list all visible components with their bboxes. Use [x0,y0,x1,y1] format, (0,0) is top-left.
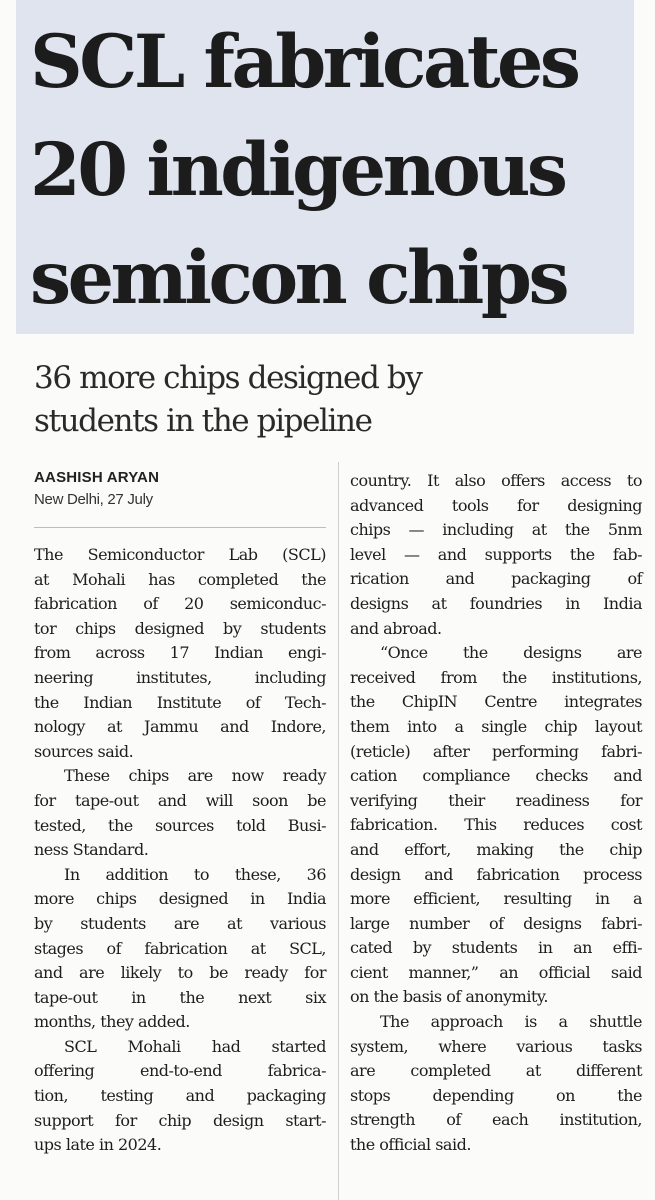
headline-line: 20 indigenous [30,127,565,213]
subheadline-line: 36 more chips designed by [34,360,422,396]
body-line: large number of designs fabri- [350,913,642,933]
body-line: and effort, making the chip [350,839,642,859]
body-line: rication and packaging of [350,569,642,589]
body-line: and are likely to be ready for [34,963,326,983]
body-line: The Semiconductor Lab (SCL) [34,545,326,564]
body-line: (reticle) after performing fabri- [350,741,642,761]
body-line: the Indian Institute of Tech- [34,692,326,712]
body-line: designs at foundries in India [350,593,642,613]
body-line: advanced tools for designing [350,495,642,515]
body-line: at Mohali has completed the [34,569,326,589]
body-line: sources said. [34,741,134,761]
byline [34,467,159,511]
body-line: more efficient, resulting in a [350,889,642,909]
body-line: fabrication. This reduces cost [350,815,642,835]
subheadline-line: students in the pipeline [34,403,372,439]
body-line: received from the institutions, [350,667,642,687]
body-line: on the basis of anonymity. [350,987,548,1007]
body-line: tion, testing and packaging [34,1086,326,1106]
body-line: country. It also offers access to [350,471,642,490]
article-body-right-column [350,469,642,1158]
body-line: verifying their readiness for [350,790,642,810]
body-line: nology at Jammu and Indore, [34,717,326,737]
body-line: fabrication of 20 semiconduc- [34,594,326,614]
body-line: months, they added. [34,1012,190,1032]
headline-line: semicon chips [30,235,567,321]
body-line: by students are at various [34,913,326,933]
body-line: cation compliance checks and [350,766,642,786]
article-body-left-column [34,543,326,1158]
body-line: chips — including at the 5nm [350,520,642,540]
body-line: These chips are now ready [64,766,326,786]
body-line: SCL Mohali had started [64,1036,326,1056]
body-line: The approach is a shuttle [380,1012,642,1032]
body-line: level — and supports the fab- [350,544,642,564]
body-line: and abroad. [350,618,442,638]
body-line: ups late in 2024. [34,1135,162,1155]
column-divider [338,462,339,1200]
body-line: tape-out in the next six [34,987,326,1007]
body-line: cient manner,” an official said [350,962,642,982]
body-line: for tape-out and will soon be [34,790,326,810]
body-line: stages of fabrication at SCL, [34,938,326,958]
body-line: cated by students in an effi- [350,938,642,958]
author-name: AASHISH ARYAN [34,469,160,486]
body-line: them into a single chip layout [350,716,642,736]
body-line: design and fabrication process [350,864,642,884]
body-line: offering end-to-end fabrica- [34,1061,326,1081]
body-line: stops depending on the [350,1085,642,1105]
body-line: tor chips designed by students [34,618,326,638]
body-line: support for chip design start- [34,1110,326,1130]
body-line: the official said. [350,1135,471,1155]
headline [30,8,578,332]
body-line: In addition to these, 36 [64,864,326,884]
body-line: system, where various tasks [350,1036,642,1056]
byline-divider [34,527,326,528]
body-line: more chips designed in India [34,889,326,909]
body-line: “Once the designs are [380,643,642,663]
body-line: the ChipIN Centre integrates [350,692,642,712]
dateline: New Delhi, 27 July [34,491,153,508]
body-line: ness Standard. [34,840,149,860]
subheadline [34,357,421,443]
body-line: are completed at different [350,1061,642,1081]
headline-line: SCL fabricates [30,19,578,105]
body-line: tested, the sources told Busi- [34,815,326,835]
body-line: strength of each institution, [350,1110,642,1130]
body-line: from across 17 Indian engi- [34,643,326,663]
body-line: neering institutes, including [34,667,326,687]
